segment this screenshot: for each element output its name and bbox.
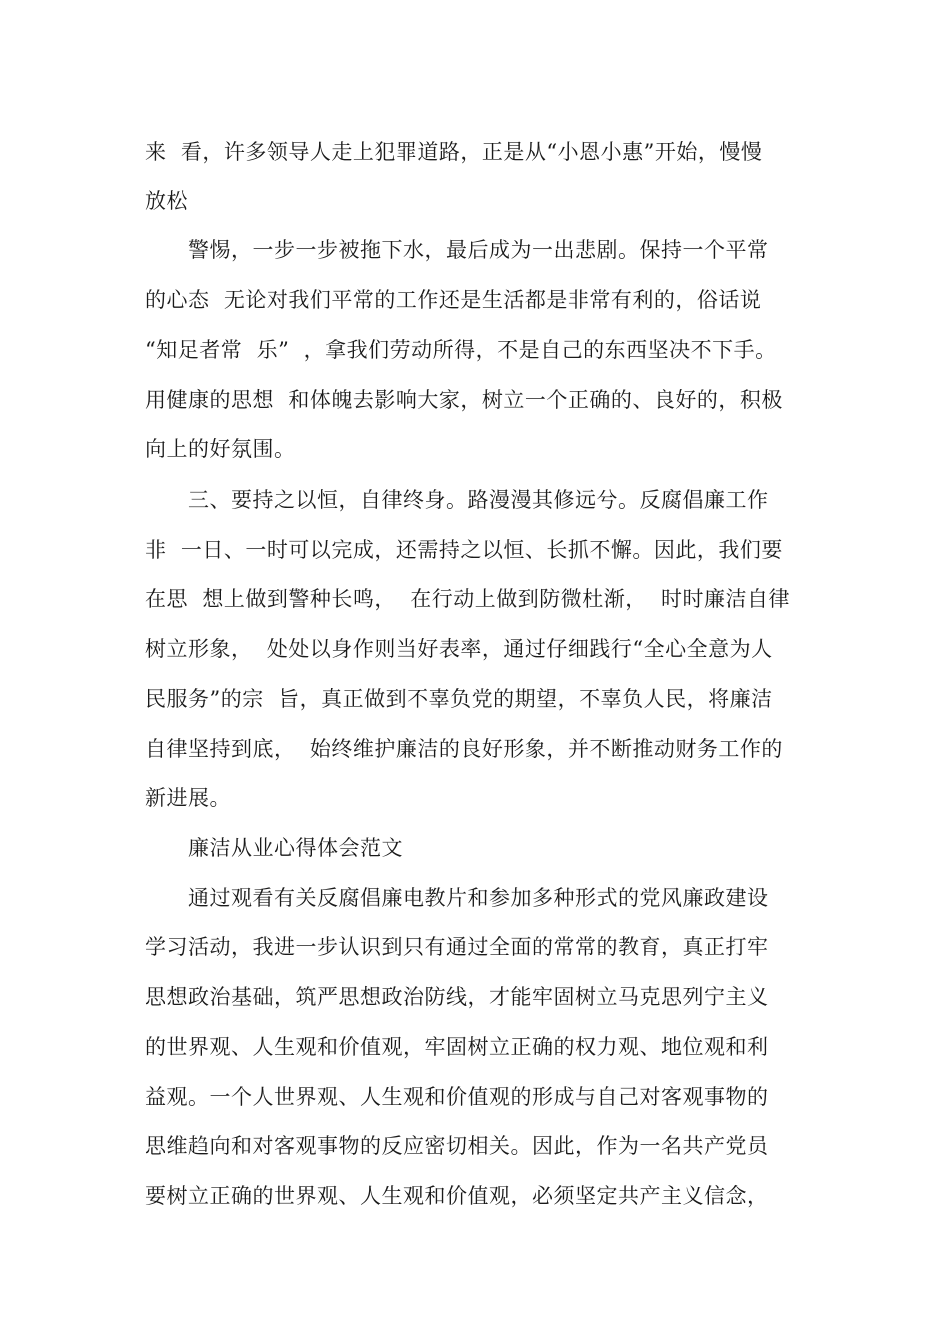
text-line: 要树立正确的世界观、人生观和价值观，必须坚定共产主义信念，	[145, 1184, 769, 1208]
text-line: 放松	[145, 189, 188, 213]
text-line: 的世界观、人生观和价值观，牢固树立正确的权力观、地位观和利	[145, 1035, 769, 1059]
text-line: 思想政治基础，筑严思想政治防线，才能牢固树立马克思列宁主义	[145, 985, 769, 1009]
text-line: 学习活动，我进一步认识到只有通过全面的常常的教育，真正打牢	[145, 935, 769, 959]
text-line: 益观。一个人世界观、人生观和价值观的形成与自己对客观事物的	[145, 1085, 769, 1109]
text-line: 新进展。	[145, 786, 231, 810]
section-heading: 廉洁从业心得体会范文	[188, 836, 403, 860]
text-line: “知足者常 乐” ，拿我们劳动所得，不是自己的东西坚决不下手。	[145, 338, 777, 362]
text-line: 用健康的思想 和体魄去影响大家，树立一个正确的、良好的，积极	[145, 388, 783, 412]
text-line: 自律坚持到底， 始终维护廉洁的良好形象，并不断推动财务工作的	[145, 737, 783, 761]
text-line: 通过观看有关反腐倡廉电教片和参加多种形式的党风廉政建设	[188, 886, 769, 910]
text-line: 在思 想上做到警种长鸣， 在行动上做到防微杜渐， 时时廉洁自律	[145, 587, 791, 611]
text-line: 来 看，许多领导人走上犯罪道路，正是从“小恩小惠”开始，慢慢	[145, 140, 763, 164]
text-line: 思维趋向和对客观事物的反应密切相关。因此，作为一名共产党员	[145, 1134, 769, 1158]
text-line: 向上的好氛围。	[145, 437, 296, 461]
text-line: 警惕，一步一步被拖下水，最后成为一出悲剧。保持一个平常	[188, 238, 769, 262]
text-line: 非 一日、一时可以完成，还需持之以恒、长抓不懈。因此，我们要	[145, 538, 783, 562]
text-line: 民服务”的宗 旨，真正做到不辜负党的期望，不辜负人民，将廉洁	[145, 687, 773, 711]
text-line: 三、要持之以恒，自律终身。路漫漫其修远兮。反腐倡廉工作	[188, 488, 769, 512]
text-line: 的心态 无论对我们平常的工作还是生活都是非常有利的，俗话说	[145, 288, 762, 312]
text-line: 树立形象， 处处以身作则当好表率，通过仔细践行“全心全意为人	[145, 637, 773, 661]
